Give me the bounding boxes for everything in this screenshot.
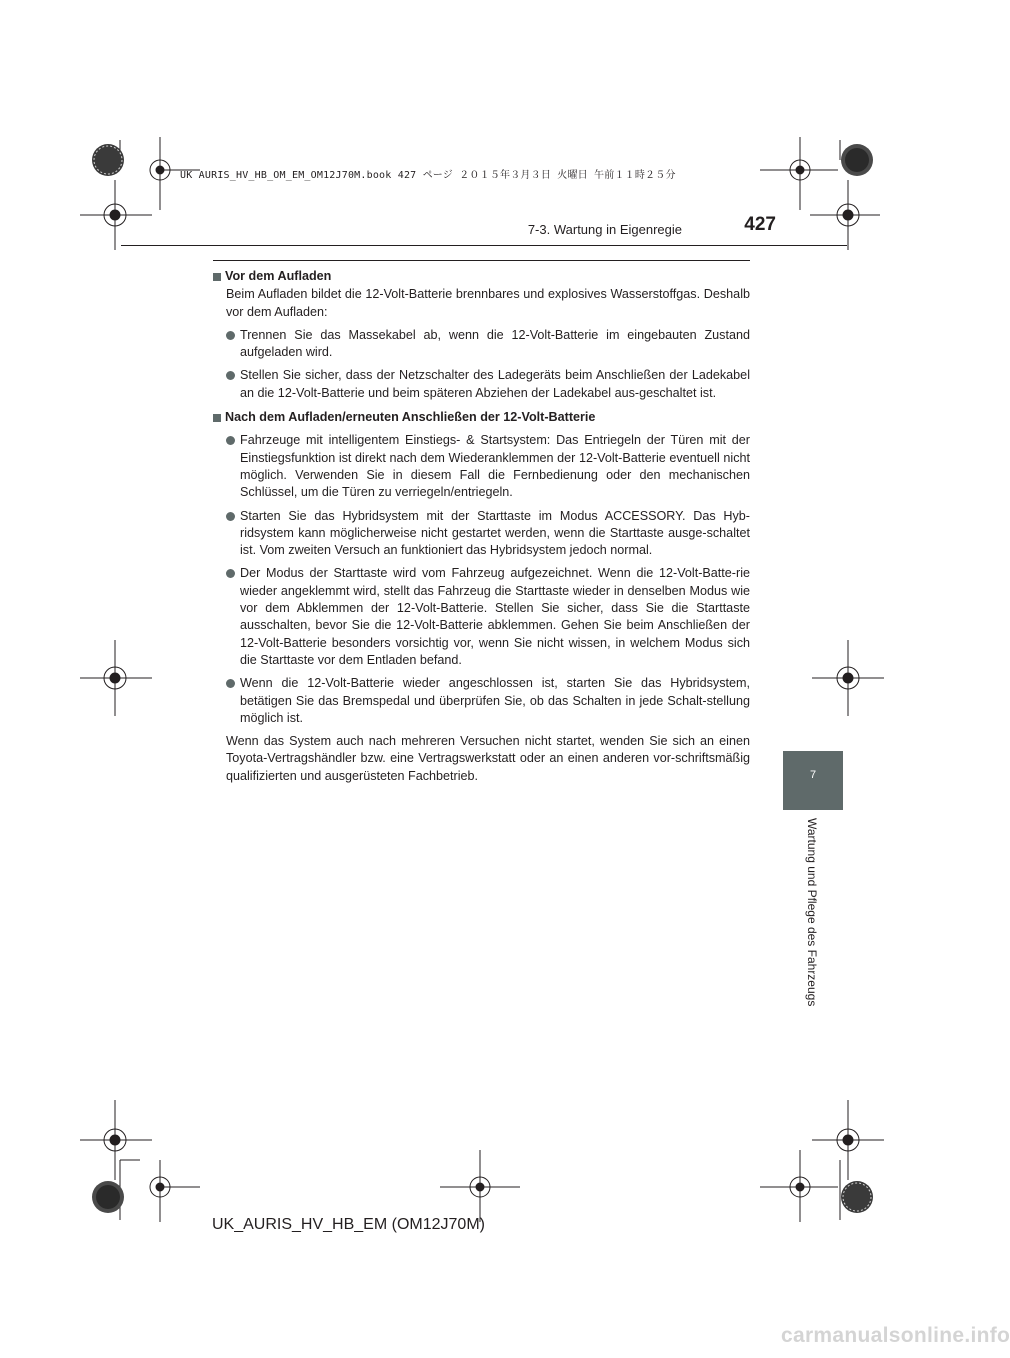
content-top-rule [213,260,750,261]
list-item: Wenn die 12-Volt-Batterie wieder angeschlossen ist, starten Sie das Hybridsystem, betätigen Sie das Bremspedal und überprüfen Sie, ob das Schalten in jede Schalt-stellung möglich ist. [226,675,750,727]
footer-code: UK_AURIS_HV_HB_EM (OM12J70M) [212,1216,485,1233]
circle-bullet-icon [226,512,235,521]
circle-bullet-icon [226,371,235,380]
square-bullet-icon [213,414,221,422]
list-item: Fahrzeuge mit intelligentem Einstiegs- & Startsystem: Das Entriegeln der Türen mit der Einstiegsfunktion ist direkt nach dem Wiederanklemmen der 12-Volt-Batterie eventuell nicht möglich. Verwenden Sie in diesem Fall die Fernbedienung oder den mechanischen Schlüssel, um die Türen zu verriegeln/entriegeln. [226,432,750,501]
main-content [213,268,750,785]
section-title: 7-3. Wartung in Eigenregie [527,222,682,237]
section-heading: Nach dem Aufladen/erneuten Anschließen der 12-Volt-Batterie [213,409,750,426]
header-rule [121,245,847,246]
chapter-tab [783,751,843,810]
paragraph: Wenn das System auch nach mehreren Versuchen nicht startet, wenden Sie sich an einen Toyota-Vertragshändler bzw. eine Vertragswerkstatt oder an einen anderen vor-schriftsmäßig qualifizierten und ausgerüsteten Fachbetrieb. [226,734,750,783]
chapter-number: 7 [809,769,817,781]
watermark: carmanualsonline.info [781,1324,1010,1347]
print-info: UK AURIS_HV_HB_OM_EM_OM12J70M.book 427 ページ ２０１５年３月３日 火曜日 午前１１時２５分 [180,170,676,181]
circle-bullet-icon [226,569,235,578]
circle-bullet-icon [226,331,235,340]
list-item: Trennen Sie das Massekabel ab, wenn die 12-Volt-Batterie im eingebauten Zustand aufgeladen wird. [226,327,750,362]
chapter-side-title: Wartung und Pflege des Fahrzeugs [805,818,819,1007]
circle-bullet-icon [226,679,235,688]
circle-bullet-icon [226,436,235,445]
square-bullet-icon [213,273,221,281]
list-item: Starten Sie das Hybridsystem mit der Starttaste im Modus ACCESSORY. Das Hyb-ridsystem kann möglicherweise nicht gestartet werden, wenn die Starttaste ausge-schaltet ist. Vom zweiten Versuch an funktioniert das Hybridsystem jedoch normal. [226,508,750,560]
paragraph: Beim Aufladen bildet die 12-Volt-Batterie brennbares und explosives Wasserstoffgas. Deshalb vor dem Aufladen: [226,287,750,319]
list-item: Stellen Sie sicher, dass der Netzschalter des Ladegeräts beim Anschließen der Ladekabel an die 12-Volt-Batterie und beim späteren Abziehen der Ladekabel aus-geschaltet ist. [226,367,750,402]
list-item: Der Modus der Starttaste wird vom Fahrzeug aufgezeichnet. Wenn die 12-Volt-Batte-rie wieder angeklemmt wird, stellt das Fahrzeug die Starttaste wieder in denselben Modus wie vor dem Abklemmen der 12-Volt-Batterie. Stellen Sie sicher, dass Sie die Starttaste ausschalten, bevor Sie die 12-Volt-Batterie abklemmen. Gehen Sie beim Anschließen der 12-Volt-Batterie besonders vorsichtig vor, wenn Sie nicht wissen, in welchem Modus sich die Starttaste vor dem Entladen befand. [226,565,750,669]
section-heading: Vor dem Aufladen [213,268,750,285]
page-number: 427 [744,214,776,235]
